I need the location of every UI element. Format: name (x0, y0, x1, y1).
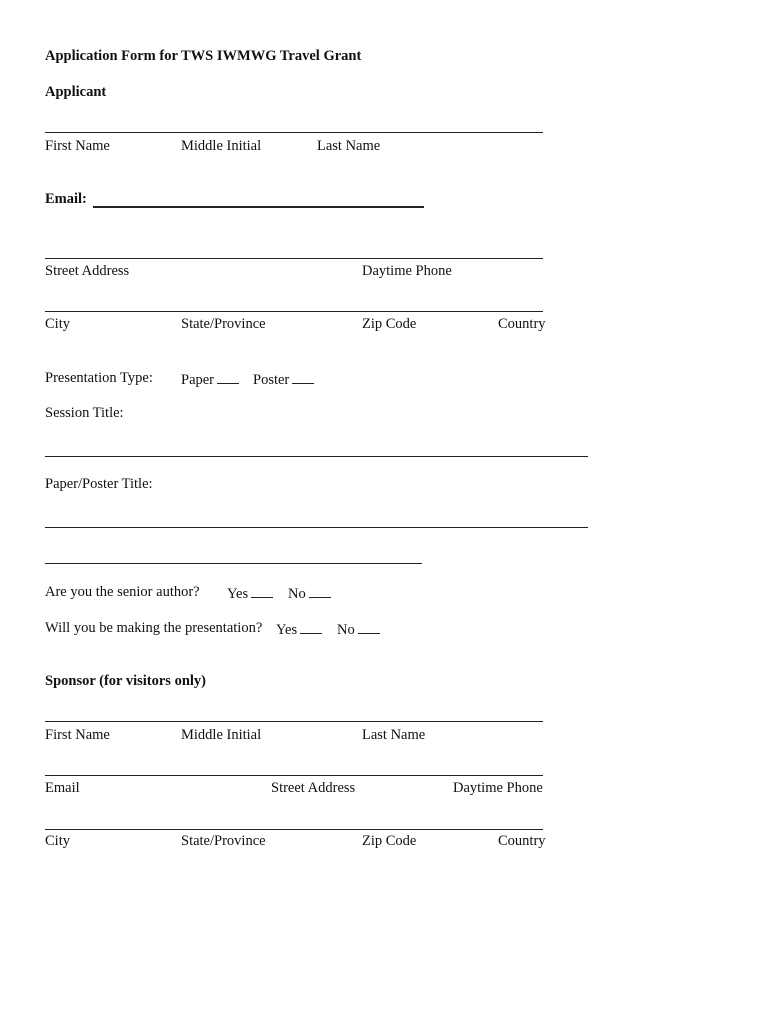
senior-author-question: Are you the senior author? (45, 584, 200, 600)
applicant-street-address-label: Street Address (45, 263, 130, 279)
presenting-yes-blank[interactable] (300, 621, 322, 634)
sponsor-last-name-label: Last Name (362, 727, 426, 743)
sponsor-name-line[interactable] (45, 721, 543, 722)
sponsor-city-label: City (45, 833, 70, 849)
paper-blank[interactable] (217, 371, 239, 384)
applicant-first-name-label: First Name (45, 138, 110, 154)
sponsor-street-address-label: Street Address (271, 780, 356, 796)
sponsor-first-name-label: First Name (45, 727, 110, 743)
sponsor-zip-label: Zip Code (362, 833, 417, 849)
senior-author-yes-label: Yes (227, 586, 249, 602)
poster-option (253, 371, 314, 388)
paper-poster-title-line-1[interactable] (45, 527, 588, 528)
applicant-city-label: City (45, 316, 70, 332)
applicant-middle-initial-label: Middle Initial (181, 138, 262, 154)
senior-author-no-label: No (288, 586, 306, 602)
sponsor-heading: Sponsor (for visitors only) (45, 673, 206, 689)
applicant-address-line[interactable] (45, 258, 543, 259)
poster-blank[interactable] (292, 371, 314, 384)
sponsor-daytime-phone-label: Daytime Phone (453, 780, 543, 796)
applicant-last-name-label: Last Name (317, 138, 381, 154)
applicant-name-line[interactable] (45, 132, 543, 133)
senior-author-yes (227, 585, 273, 602)
presenting-yes (276, 621, 322, 638)
sponsor-country-label: Country (498, 833, 546, 849)
sponsor-middle-initial-label: Middle Initial (181, 727, 262, 743)
applicant-heading: Applicant (45, 84, 107, 100)
sponsor-email-label: Email (45, 780, 80, 796)
applicant-email-line[interactable] (93, 206, 424, 208)
poster-option-label: Poster (253, 372, 290, 388)
presenting-no-blank[interactable] (358, 621, 380, 634)
form-title: Application Form for TWS IWMWG Travel Grant (45, 48, 362, 64)
presenting-question: Will you be making the presentation? (45, 620, 263, 636)
paper-option-label: Paper (181, 372, 215, 388)
senior-author-yes-blank[interactable] (251, 585, 273, 598)
senior-author-no-blank[interactable] (309, 585, 331, 598)
sponsor-state-label: State/Province (181, 833, 266, 849)
presenting-no (337, 621, 380, 638)
senior-author-no (288, 585, 331, 602)
presenting-no-label: No (337, 622, 355, 638)
paper-option (181, 371, 239, 388)
paper-poster-title-line-2[interactable] (45, 563, 422, 564)
applicant-email-label: Email: (45, 191, 87, 207)
applicant-state-label: State/Province (181, 316, 266, 332)
presenting-yes-label: Yes (276, 622, 298, 638)
applicant-country-label: Country (498, 316, 546, 332)
presentation-type-label: Presentation Type: (45, 370, 153, 386)
paper-poster-title-label: Paper/Poster Title: (45, 476, 153, 492)
session-title-line[interactable] (45, 456, 588, 457)
sponsor-city-line[interactable] (45, 829, 543, 830)
applicant-zip-label: Zip Code (362, 316, 417, 332)
sponsor-contact-line[interactable] (45, 775, 543, 776)
applicant-city-line[interactable] (45, 311, 543, 312)
session-title-label: Session Title: (45, 405, 124, 421)
applicant-daytime-phone-label: Daytime Phone (362, 263, 452, 279)
